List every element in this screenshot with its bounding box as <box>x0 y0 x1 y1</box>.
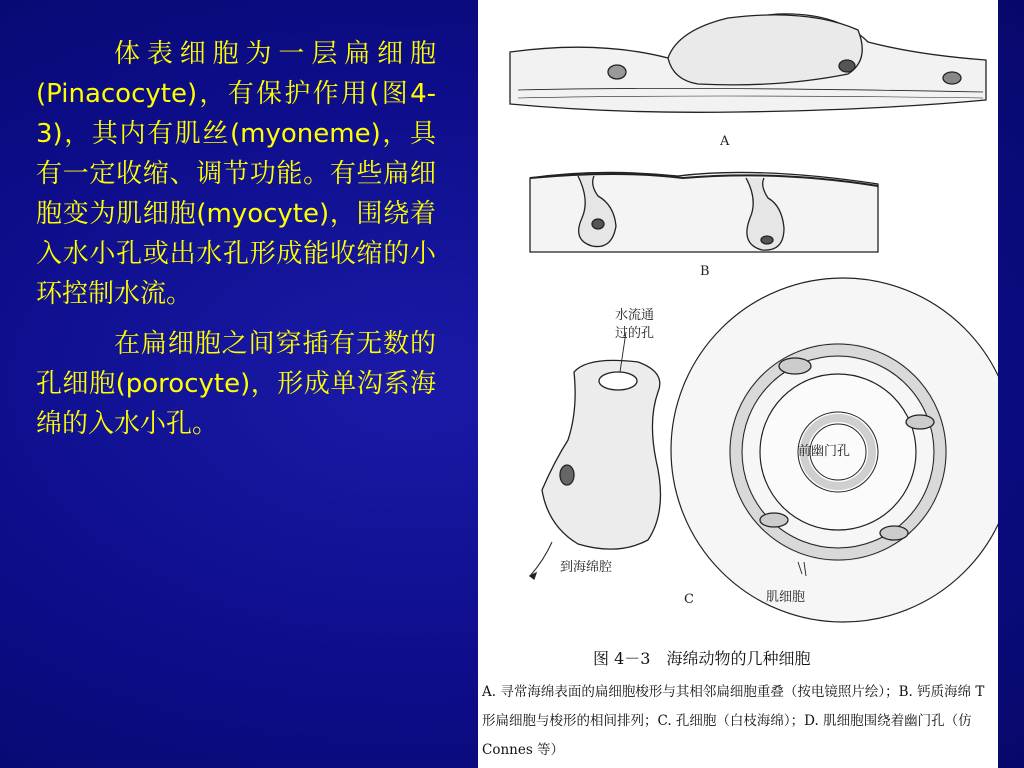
illustration-b <box>530 172 878 252</box>
cavity-label: 到海绵腔 <box>560 560 613 575</box>
figure-panel <box>478 0 998 768</box>
illustration-c <box>530 332 661 579</box>
label-b: B <box>700 264 710 279</box>
illustration-a <box>510 14 986 112</box>
label-c: C <box>684 592 694 607</box>
pore-label-line2: 过的孔 <box>615 326 655 341</box>
figure-caption-body: A. 寻常海绵表面的扁细胞梭形与其相邻扁细胞重叠（按电镜照片绘）；B. 钙质海绵 T 形扁细胞与梭形的相间排列；C. 孔细胞（白枝海绵）；D. 肌细胞围绕着幽门孔（仿 Connes 等） <box>482 684 985 758</box>
paragraph-pinacocyte: 体表细胞为一层扁细胞(Pinacocyte)，有保护作用(图4-3)，其内有肌丝(myoneme)，具有一定收缩、调节功能。有些扁细胞变为肌细胞(myocyte)，围绕着入水小孔或出水孔形成能收缩的小环控制水流。 <box>36 39 436 309</box>
text-panel <box>36 34 436 454</box>
cell-illustration <box>478 0 998 640</box>
paragraph-porocyte: 在扁细胞之间穿插有无数的孔细胞(porocyte)，形成单沟系海绵的入水小孔。 <box>36 329 436 439</box>
figure-caption-title: 图 4－3 海绵动物的几种细胞 <box>593 649 811 668</box>
prosopyle-label: 前幽门孔 <box>798 444 851 459</box>
label-a: A <box>720 134 730 149</box>
pore-label-line1: 水流通 <box>615 308 655 323</box>
myocyte-label: 肌细胞 <box>766 590 806 605</box>
